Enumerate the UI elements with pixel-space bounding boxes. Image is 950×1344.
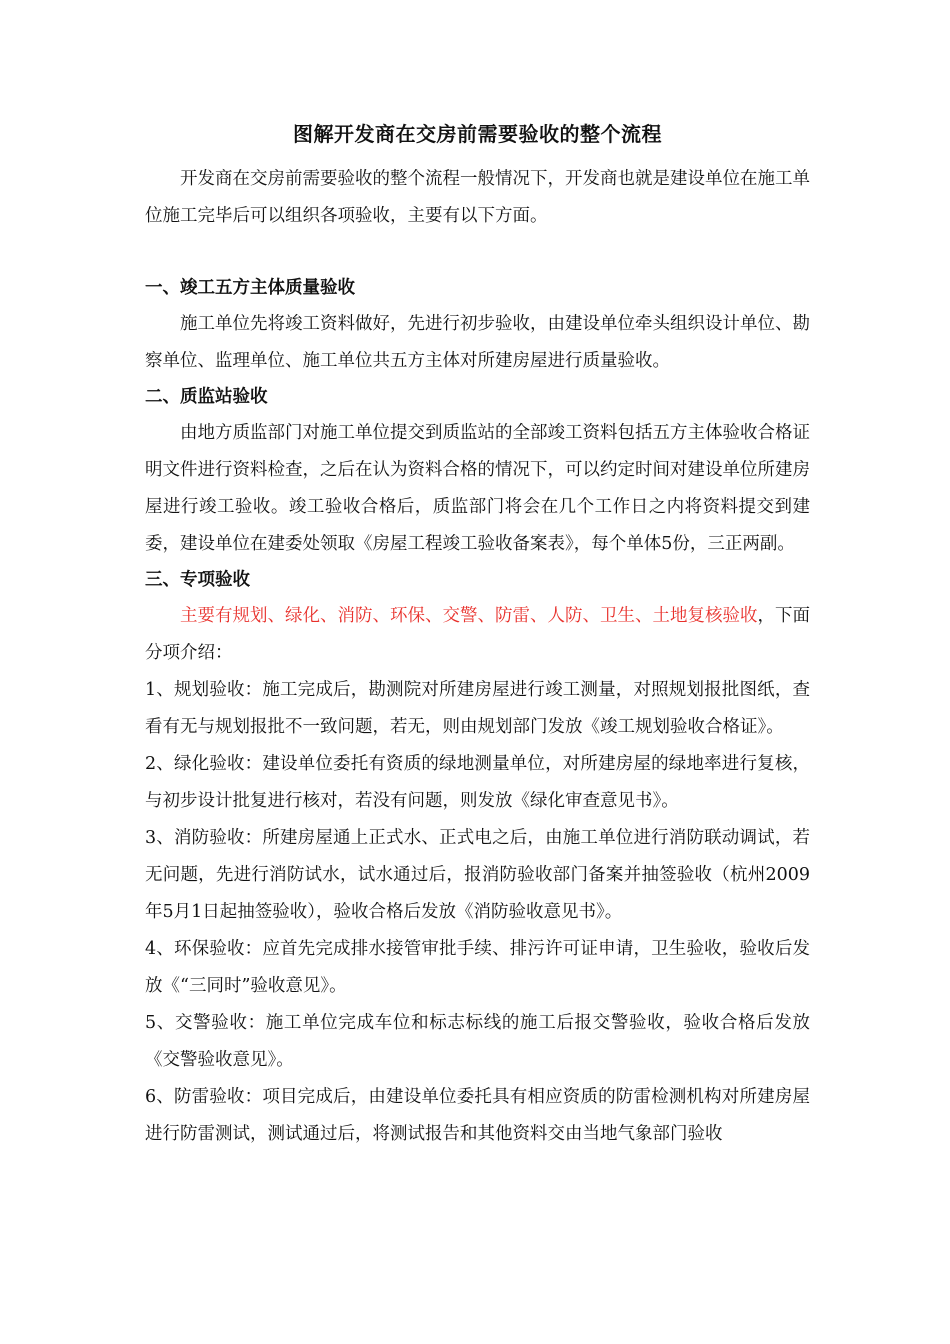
list-item-fire: 3、消防验收：所建房屋通上正式水、正式电之后，由施工单位进行消防联动调试，若无问题，先进行消防试水，试水通过后，报消防验收部门备案并抽签验收（杭州2009年5月1日起抽签验收），验收合格后发放《消防验收意见书》。: [145, 828, 810, 922]
section-body-3: [145, 598, 810, 672]
list-item-environment: 4、环保验收：应首先完成排水接管审批手续、排污许可证申请，卫生验收，验收后发放《“三同时”验收意见》。: [145, 939, 810, 996]
document-title: 图解开发商在交房前需要验收的整个流程: [293, 122, 662, 146]
list-item-traffic: 5、交警验收：施工单位完成车位和标志标线的施工后报交警验收，验收合格后发放《交警验收意见》。: [145, 1013, 810, 1070]
list-item-planning: 1、规划验收：施工完成后，勘测院对所建房屋进行竣工测量，对照规划报批图纸，查看有无与规划报批不一致问题，若无，则由规划部门发放《竣工规划验收合格证》。: [145, 680, 810, 737]
section-heading-2: 二、质监站验收: [145, 387, 268, 407]
section-body-3-rest: ，下面分项介绍：: [145, 606, 810, 663]
list-item-lightning: 6、防雷验收：项目完成后，由建设单位委托具有相应资质的防雷检测机构对所建房屋进行防雷测试，测试通过后，将测试报告和其他资料交由当地气象部门验收: [145, 1087, 810, 1144]
highlighted-text: 主要有规划、绿化、消防、环保、交警、防雷、人防、卫生、土地复核验收: [180, 606, 758, 626]
section-heading-3: 三、专项验收: [145, 570, 250, 590]
document-page: [145, 118, 810, 1153]
section-body-1: 施工单位先将竣工资料做好，先进行初步验收，由建设单位牵头组织设计单位、勘察单位、监理单位、施工单位共五方主体对所建房屋进行质量验收。: [145, 314, 810, 371]
list-item-greening: 2、绿化验收：建设单位委托有资质的绿地测量单位，对所建房屋的绿地率进行复核，与初步设计批复进行核对，若没有问题，则发放《绿化审查意见书》。: [145, 754, 810, 811]
section-body-2: 由地方质监部门对施工单位提交到质监站的全部竣工资料包括五方主体验收合格证明文件进行资料检查，之后在认为资料合格的情况下，可以约定时间对建设单位所建房屋进行竣工验收。竣工验收合格后，质监部门将会在几个工作日之内将资料提交到建委，建设单位在建委处领取《房屋工程竣工验收备案表》，每个单体5份，三正两副。: [145, 423, 810, 554]
section-heading-1: 一、竣工五方主体质量验收: [145, 278, 355, 298]
intro-paragraph: 开发商在交房前需要验收的整个流程一般情况下，开发商也就是建设单位在施工单位施工完毕后可以组织各项验收，主要有以下方面。: [145, 169, 810, 226]
blank-line: [145, 235, 810, 271]
